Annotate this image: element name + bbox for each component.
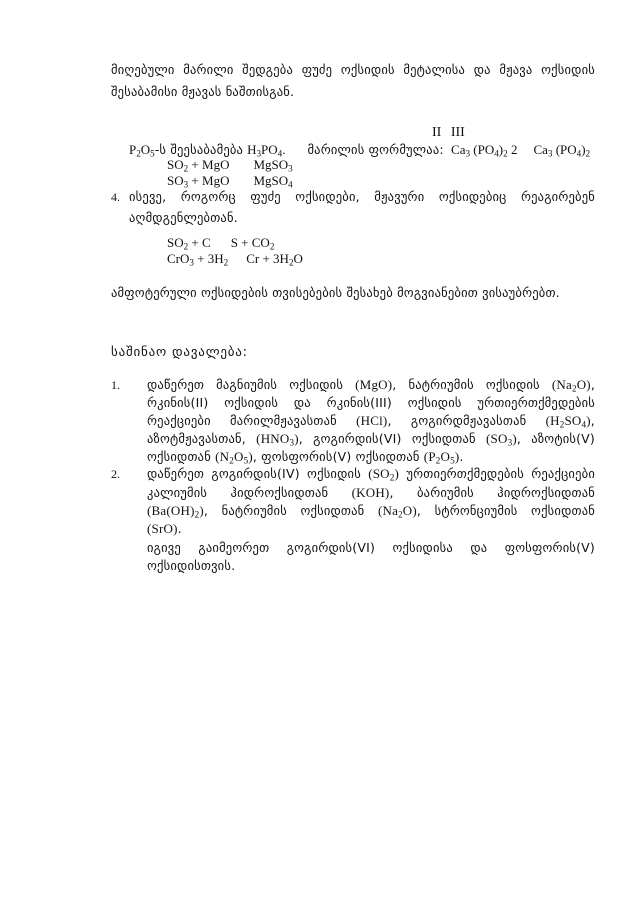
task-1-line-5: ოქსიდთან $(N_2O_5)$, ფოსფორის(V) ოქსიდთან $(P_2O_5)$. xyxy=(147,449,464,466)
reaction-so2-c: $SO_2 + C$ $S + CO_2$ xyxy=(167,235,275,252)
intro-line-1: მიღებული მარილი შედგება ფუძე ოქსიდის მეტალისა და მჟავა ოქსიდის xyxy=(111,62,595,77)
task-1-number: 1. xyxy=(111,378,120,392)
reaction-cro3-h2: $CrO_3 + 3H_2$ $Cr + 3H_2O$ xyxy=(167,251,303,268)
point-4-number: 4. xyxy=(111,190,120,204)
valence-label: II III xyxy=(432,125,465,140)
reaction-so2-mgo: $SO_2$ + MgO MgSO$_3$ xyxy=(167,157,293,174)
point-4-line-1: ისევე, როგორც ფუძე ოქსიდები, მჟავური ოქსიდებიც რეაგირებენ xyxy=(129,189,595,204)
task-1-line-3: რეაქციები მარილმჟავასთან (HCl), გოგირდმჟავასთან $(H_2SO_4)$, xyxy=(147,413,595,430)
salt-formula-1: $Ca_3$ $(PO_4)_2$ 2 xyxy=(447,142,518,159)
task-2-line-3: $(Ba(OH)_2)$, ნატრიუმის ოქსიდთან $(Na_2O)$, სტრონციუმის ოქსიდთან xyxy=(147,503,595,520)
acid-formula: $H_3PO_4$. xyxy=(247,142,286,159)
task-1-line-4: აზოტმჟავასთან, $(HNO_3)$, გოგირდის(VI) ოქსიდთან $(SO_3)$, აზოტის(V) xyxy=(147,431,595,448)
salt-formula-label: მარილის ფორმულაა: xyxy=(307,142,444,157)
p2o5-formula: $P_2O_5$ xyxy=(129,142,155,159)
task-1-line-1: დაწერეთ მაგნიუმის ოქსიდის (MgO), ნატრიუმის ოქსიდის $(Na_2O)$, xyxy=(147,377,595,394)
task-2-number: 2. xyxy=(111,467,120,481)
point-4-line-2: აღმდგენლებთან. xyxy=(129,210,238,225)
task-1-line-2: რკინის(II) ოქსიდის და რკინის(III) ოქსიდის ურთიერთქმედების xyxy=(147,395,595,410)
task-2-line-2: კალიუმის ჰიდროქსიდთან (KOH), ბარიუმის ჰიდროქსიდთან xyxy=(147,485,596,500)
task-2-line-5: იგივე გაიმეორეთ გოგირდის(VI) ოქსიდისა და ფოსფორის(V) xyxy=(147,540,595,555)
amphoteric-note: ამფოტერული ოქსიდების თვისებების შესახებ მოგვიანებით ვისაუბრებთ. xyxy=(111,285,560,300)
reaction-so3-mgo: $SO_3$ + MgO MgSO$_4$ xyxy=(167,173,293,190)
intro-line-2: შესაბამისი მჟავას ნაშთისგან. xyxy=(111,84,295,99)
homework-title: საშინაო დავალება: xyxy=(111,345,248,360)
p2o5-corresponds-text: -ს შეესაბამება xyxy=(154,142,244,157)
task-2-line-1: დაწერეთ გოგირდის(IV) ოქსიდის $(SO_2)$ ურთიერთქმედების რეაქციები xyxy=(147,466,595,483)
task-2-line-6: ოქსიდისთვის. xyxy=(147,558,236,573)
task-2-line-4: (SrO). xyxy=(147,521,182,536)
salt-formula-2: $Ca_3$ $(PO_4)_2$ xyxy=(533,142,591,159)
